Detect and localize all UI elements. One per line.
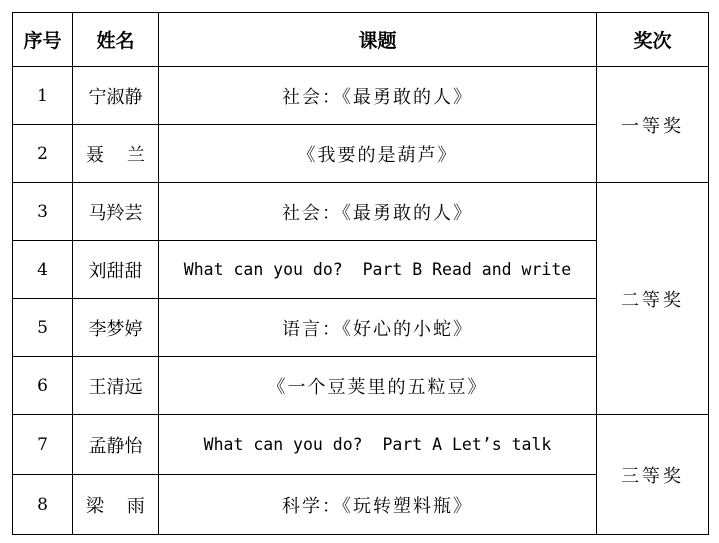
row-name: 王清远 (73, 357, 159, 415)
row-index: 2 (13, 125, 73, 183)
table-row (13, 67, 709, 125)
row-index: 8 (13, 475, 73, 535)
award-cell: 一等奖 (597, 67, 709, 183)
table-row (13, 415, 709, 475)
row-topic: What can you do? Part B Read and write (159, 241, 597, 299)
header-award: 奖次 (597, 13, 709, 67)
row-topic: 社会：《最勇敢的人》 (159, 183, 597, 241)
row-index: 3 (13, 183, 73, 241)
row-name: 梁 雨 (73, 475, 159, 535)
row-topic: 科学：《玩转塑料瓶》 (159, 475, 597, 535)
header-row (13, 13, 709, 67)
award-cell: 三等奖 (597, 415, 709, 535)
row-index: 7 (13, 415, 73, 475)
header-index: 序号 (13, 13, 73, 67)
row-name: 孟静怡 (73, 415, 159, 475)
award-cell: 二等奖 (597, 183, 709, 415)
row-index: 6 (13, 357, 73, 415)
row-topic: 语言：《好心的小蛇》 (159, 299, 597, 357)
row-topic: 《我要的是葫芦》 (159, 125, 597, 183)
header-name: 姓名 (73, 13, 159, 67)
row-name: 马羚芸 (73, 183, 159, 241)
row-topic: What can you do? Part A Let’s talk (159, 415, 597, 475)
row-name: 聂 兰 (73, 125, 159, 183)
awards-table (12, 12, 709, 535)
row-index: 4 (13, 241, 73, 299)
row-topic: 《一个豆荚里的五粒豆》 (159, 357, 597, 415)
header-topic: 课题 (159, 13, 597, 67)
row-index: 5 (13, 299, 73, 357)
table-row (13, 183, 709, 241)
row-index: 1 (13, 67, 73, 125)
row-name: 刘甜甜 (73, 241, 159, 299)
row-name: 宁淑静 (73, 67, 159, 125)
row-name: 李梦婷 (73, 299, 159, 357)
row-topic: 社会：《最勇敢的人》 (159, 67, 597, 125)
